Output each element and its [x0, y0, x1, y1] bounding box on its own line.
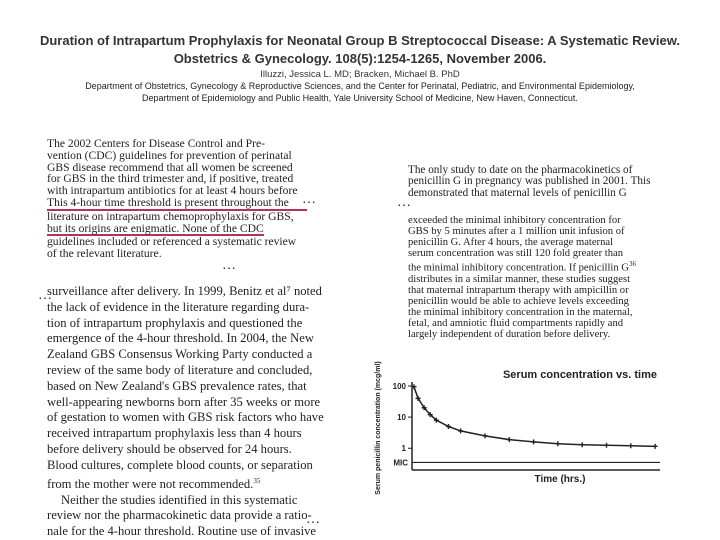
mic-label: MIC — [393, 458, 408, 468]
excerpt-line: surveillance after delivery. In 1999, Benitz et al⁷ noted — [47, 284, 322, 298]
chart-title: Serum concentration vs. time — [502, 369, 658, 381]
excerpt-line: The 2002 Centers for Disease Control and Pre- — [47, 137, 265, 150]
right-excerpt-2 — [408, 215, 680, 341]
excerpt-line: largely independent of duration before delivery. — [408, 329, 611, 341]
y-tick-label: 1 — [401, 444, 406, 454]
excerpt-line: The only study to date on the pharmacokinetics of — [408, 164, 633, 176]
excerpt-line: Zealand GBS Consensus Working Party conducted a — [47, 347, 313, 362]
excerpt-line: penicillin G. After 4 hours, the average maternal — [408, 237, 614, 249]
excerpt-line: Blood cultures, complete blood counts, or separation — [47, 457, 313, 472]
highlighted-line: This 4-hour time threshold is present throughout the — [47, 197, 307, 211]
excerpt-line: that maternal intrapartum therapy with ampicillin or — [408, 285, 629, 297]
excerpt-line: GBS by 5 minutes after a 1 million unit infusion of — [408, 226, 625, 238]
excerpt-line: guidelines included or referenced a systematic review — [47, 235, 297, 249]
excerpt-line-with-ref — [408, 259, 680, 274]
excerpt-line: nale for the 4-hour threshold. Routine use of invasive — [47, 524, 316, 539]
y-tick-label: 100 — [392, 382, 406, 391]
paper-title-line1: Duration of Intrapartum Prophylaxis for Neonatal Group B Streptococcal Disease: A Systematic Review. — [39, 33, 681, 48]
excerpt-line: exceeded the minimal inhibitory concentration for — [408, 215, 621, 226]
excerpt-line: GBS disease recommend that all women be screened — [47, 160, 293, 174]
excerpt-line: review nor the pharmacokinetic data provide a ratio- — [47, 508, 312, 523]
ellipsis: … — [222, 258, 236, 273]
excerpt-line: penicillin G in pregnancy was published in 2001. This — [408, 175, 651, 188]
chart-background — [360, 358, 680, 530]
excerpt-line: before delivery should be observed for 24 hours. — [47, 441, 292, 456]
excerpt-line: demonstrated that maternal levels of penicillin G — [408, 186, 627, 199]
excerpt-line: the lack of evidence in the literature regarding dura- — [47, 299, 310, 314]
chart-x-axis-label: Time (hrs.) — [534, 474, 586, 485]
excerpt-line: tion of intrapartum prophylaxis and questioned the — [47, 315, 303, 330]
paper-authors: Illuzzi, Jessica L. MD; Bracken, Michael B. PhD — [260, 69, 460, 80]
serum-concentration-chart — [360, 358, 680, 530]
y-tick-label: 10 — [397, 413, 406, 423]
highlighted-line: but its origins are enigmatic. None of the CDC — [47, 221, 264, 235]
ellipsis: … — [38, 288, 52, 303]
excerpt-line: for GBS in the third trimester and, if positive, treated — [47, 172, 294, 186]
excerpt-line: the minimal inhibitory concentration in the maternal, — [408, 307, 633, 319]
excerpt-line: literature on intrapartum chemoprophylaxis for GBS, — [47, 209, 294, 223]
excerpt-line: well-appearing newborns born after 35 weeks or more — [47, 394, 321, 409]
reference-number: 35 — [253, 476, 261, 485]
excerpt-line: emergence of the 4-hour threshold. In 2004, the New — [47, 331, 314, 346]
left-excerpt-1 — [47, 138, 307, 260]
excerpt-line: serum concentration was still 120 fold greater than — [408, 248, 624, 260]
excerpt-line-with-ref — [47, 474, 312, 493]
excerpt-text: the minimal inhibitory concentration. If penicillin G — [408, 262, 629, 274]
excerpt-line: penicillin would be able to achieve levels exceeding — [408, 296, 629, 308]
right-excerpt-1 — [408, 165, 680, 199]
ellipsis: … — [302, 192, 316, 207]
excerpt-line: distributes in a similar manner, these studies suggest — [408, 274, 631, 285]
chart-y-axis-label: Serum penicillin concentration (mcg/ml) — [375, 361, 382, 495]
ellipsis: … — [397, 195, 411, 210]
paper-citation: Obstetrics & Gynecology. 108(5):1254-1265, November 2006. — [173, 51, 547, 66]
left-excerpt-2 — [47, 284, 324, 540]
excerpt-line: Neither the studies identified in this systematic — [61, 492, 298, 507]
reference-number: 36 — [628, 260, 636, 269]
affiliation-line2: Department of Epidemiology and Public Health, Yale University School of Medicine, New Haven, Connecticut. — [142, 93, 578, 103]
excerpt-line: based on New Zealand's GBS prevalence rates, that — [47, 378, 307, 393]
excerpt-line: of the relevant literature. — [47, 247, 162, 261]
excerpt-line: received intrapartum prophylaxis less than 4 hours — [47, 426, 302, 441]
excerpt-line: fetal, and amniotic fluid compartments rapidly and — [408, 318, 624, 330]
excerpt-line: of gestation to women with GBS risk factors who have — [47, 410, 324, 425]
excerpt-line: with intrapartum antibiotics for at least 4 hours before — [47, 184, 298, 198]
excerpt-line: review of the same body of literature and concluded, — [47, 362, 313, 377]
excerpt-text: from the mother were not recommended. — [47, 476, 254, 491]
ellipsis: … — [306, 512, 320, 527]
affiliation-line1: Department of Obstetrics, Gynecology & Reproductive Sciences, and the Center for Perinatal, Pediatric, and Environmental Epidemiology, — [85, 81, 635, 91]
excerpt-line: vention (CDC) guidelines for prevention of perinatal — [47, 148, 292, 162]
